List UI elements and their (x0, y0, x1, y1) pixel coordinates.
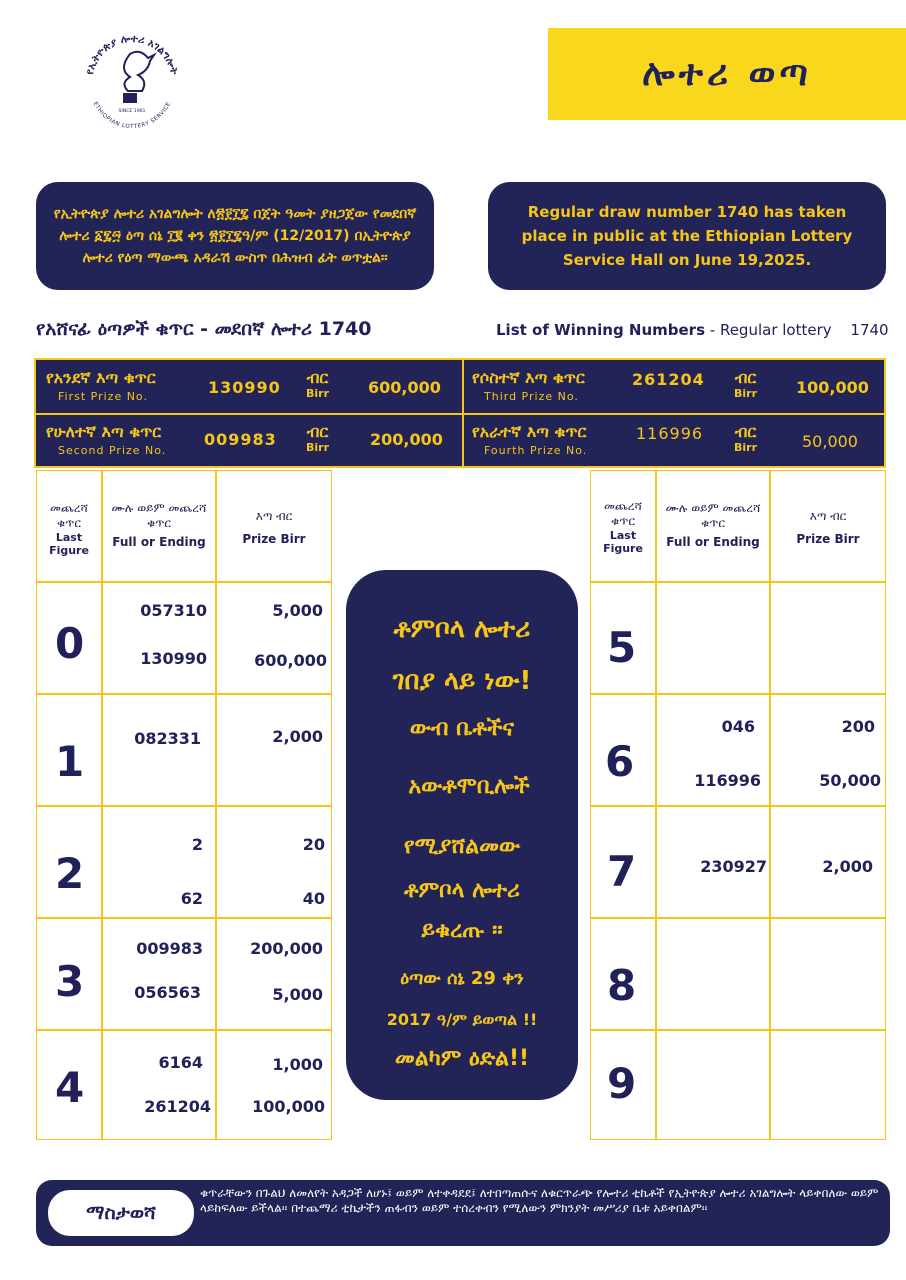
promo-line: ይቁረጡ ፡፡ (421, 918, 503, 943)
row-prizes-cell (216, 582, 332, 694)
row-prizes-cell (770, 918, 886, 1030)
winning-number: 082331 (134, 729, 201, 748)
prize-amount: 2,000 (822, 857, 873, 876)
row-prizes-cell (216, 694, 332, 806)
row-digit-cell (590, 582, 656, 694)
header-prize-am: እጣ ብር (255, 509, 293, 523)
header-full-en: Full or Ending (112, 535, 206, 549)
row-digit-cell (590, 806, 656, 918)
notice-text: ቁጥራቸውን በጉልህ ለመለየት አዳጋች ለሆኑ፤ ወይም ለተቀዳደደ፤ ለተበጣጠሱና ለቁርጥራጭ የሎተሪ ቲኬቶች የኢትዮጵያ ሎተሪ አገልግሎት ላይቀበለው ወይም ላይከፍለው ይችላል፡፡ በተጨማሪ ቲኬታችን ጠፋብን ወይም ተሰረቀብን የሚለውን ምክንያት መሥሪያ ቤቱ አይቀበልም፡፡ (200, 1186, 879, 1215)
prize-amount: 5,000 (272, 985, 323, 1004)
promo-line: ገበያ ላይ ነው! (392, 666, 532, 696)
currency-en: Birr (734, 387, 758, 400)
row-digit: 8 (607, 961, 637, 1010)
prize-amount: 5,000 (272, 601, 323, 620)
second-prize-number: 009983 (204, 430, 277, 449)
tombola-promo (346, 570, 578, 1100)
fourth-prize-number: 116996 (636, 424, 704, 443)
row-prizes-cell (216, 1030, 332, 1140)
third-prize-label-en: Third Prize No. (484, 390, 579, 403)
promo-line: ዕጣው ሰኔ 29 ቀን (400, 968, 524, 989)
first-prize-currency (306, 370, 329, 402)
header-last-en: Last Figure (49, 531, 89, 557)
header-last-am: መጨረሻ ቁጥር (604, 499, 642, 528)
header-full-or-ending (656, 470, 770, 582)
logo-english-text: ETHIOPIAN LOTTERY SERVICE (91, 101, 173, 131)
top-prizes-band (34, 358, 886, 468)
header-full-am: ሙሉ ወይም መጨረሻ ቁጥር (665, 501, 761, 530)
row-digit-cell (590, 694, 656, 806)
winning-number: 261204 (144, 1097, 211, 1116)
second-prize-label: የሁለተኛ እጣ ቁጥር (46, 422, 162, 441)
list-title-english (496, 321, 889, 339)
left-results-table (36, 470, 334, 1140)
prize-amount: 200 (841, 717, 875, 736)
first-prize-label-en: First Prize No. (58, 390, 148, 403)
header-last-figure (36, 470, 102, 582)
winning-number: 130990 (140, 649, 207, 668)
prize-amount: 600,000 (254, 651, 327, 670)
row-digit-cell (36, 694, 102, 806)
second-prize-amount: 200,000 (370, 430, 443, 449)
row-numbers-cell (102, 1030, 216, 1140)
winning-number: 230927 (700, 857, 767, 876)
row-prizes-cell (770, 806, 886, 918)
list-title-bold: List of Winning Numbers (496, 321, 705, 339)
winning-number: 046 (721, 717, 755, 736)
row-numbers-cell (656, 1030, 770, 1140)
row-numbers-cell (102, 694, 216, 806)
header-full-or-ending (102, 470, 216, 582)
promo-line: ውብ ቤቶችና (409, 716, 515, 741)
header-full-am: ሙሉ ወይም መጨረሻ ቁጥር (111, 501, 207, 530)
second-prize-label-en: Second Prize No. (58, 444, 167, 457)
row-digit-cell (36, 806, 102, 918)
logo-since: SINCE 1961 (118, 109, 146, 114)
row-prizes-cell (770, 694, 886, 806)
header-prize-en: Prize Birr (242, 532, 306, 546)
bird-emblem-icon (124, 52, 154, 102)
row-prizes-cell (216, 918, 332, 1030)
header-prize (216, 470, 332, 582)
row-numbers-cell (656, 582, 770, 694)
row-digit: 5 (607, 623, 637, 672)
row-digit-cell (590, 918, 656, 1030)
row-prizes-cell (216, 806, 332, 918)
prize-amount: 2,000 (272, 727, 323, 746)
prize-amount: 50,000 (819, 771, 881, 790)
winning-number: 009983 (136, 939, 203, 958)
row-digit-cell (590, 1030, 656, 1140)
list-title-rest: - Regular lottery (705, 321, 832, 339)
header-last-en: Last Figure (603, 529, 643, 555)
row-digit: 1 (55, 737, 85, 786)
currency-en: Birr (306, 441, 330, 454)
header-last-figure (590, 470, 656, 582)
fourth-prize-label: የአራተኛ እጣ ቁጥር (472, 422, 587, 441)
row-prizes-cell (770, 1030, 886, 1140)
first-prize-amount: 600,000 (368, 378, 441, 397)
promo-line: ቶምቦላ ሎተሪ (404, 878, 520, 903)
announcement-english (488, 182, 886, 290)
prize-amount: 100,000 (252, 1097, 325, 1116)
winning-number: 057310 (140, 601, 207, 620)
promo-line: የሚያሸልመው (403, 834, 521, 859)
promo-line: 2017 ዓ/ም ይወጣል !! (386, 1010, 538, 1029)
row-numbers-cell (102, 806, 216, 918)
header-last-am: መጨረሻ ቁጥር (50, 501, 88, 530)
fourth-prize-amount: 50,000 (802, 432, 858, 451)
header-prize-en: Prize Birr (796, 532, 860, 546)
row-numbers-cell (656, 918, 770, 1030)
svg-text:የኢትዮጵያ ሎተሪ አገልግሎት (84, 33, 181, 77)
prize-amount: 200,000 (250, 939, 323, 958)
row-numbers-cell (102, 918, 216, 1030)
row-numbers-cell (656, 806, 770, 918)
list-title-amharic: የአሸናፊ ዕጣዎች ቁጥር - መደበኛ ሎተሪ 1740 (36, 318, 372, 340)
announcement-amharic-text: የኢትዮጵያ ሎተሪ አገልግሎት ለ፳፻፲፯ በጀት ዓመት ያዘጋጀው የመደበኛ ሎተሪ ፩፯፵ ዕጣ ሰኔ ፲፪ ቀን ፳፻፲፯ዓ/ም (12/2017) በኢትዮጵያ ሎተሪ የዕጣ ማውጫ አዳራሽ ውስጥ በሕዝብ ፊት ወጥቷል፡፡ (53, 206, 417, 266)
winning-number: 056563 (134, 983, 201, 1002)
row-digit: 9 (607, 1059, 637, 1108)
row-digit: 4 (55, 1063, 85, 1112)
row-digit-cell (36, 1030, 102, 1140)
winning-number: 62 (180, 889, 203, 908)
currency-am: ብር (734, 368, 757, 387)
header-prize (770, 470, 886, 582)
row-numbers-cell (656, 694, 770, 806)
svg-text:ETHIOPIAN LOTTERY SERVICE (92, 101, 173, 130)
list-title-draw-no: 1740 (850, 321, 889, 339)
third-prize-amount: 100,000 (796, 378, 869, 397)
promo-line: አውቶሞቢሎች (408, 774, 530, 799)
row-digit-cell (36, 582, 102, 694)
header-prize-am: እጣ ብር (809, 509, 847, 523)
row-digit: 6 (605, 737, 635, 786)
logo-ring-text: የኢትዮጵያ ሎተሪ አገልግሎት (83, 32, 181, 76)
third-prize-number: 261204 (632, 370, 705, 389)
row-numbers-cell (102, 582, 216, 694)
winning-number: 116996 (694, 771, 761, 790)
prize-amount: 1,000 (272, 1055, 323, 1074)
first-prize-number: 130990 (208, 378, 281, 397)
row-digit: 0 (55, 619, 85, 668)
third-prize-label: የሶስተኛ እጣ ቁጥር (472, 368, 585, 387)
row-digit: 3 (55, 957, 85, 1006)
promo-line: መልካም ዕድል!! (394, 1046, 530, 1071)
fourth-prize-currency (734, 424, 757, 456)
second-prize-currency (306, 424, 329, 456)
right-results-table (590, 470, 888, 1140)
fourth-prize-label-en: Fourth Prize No. (484, 444, 588, 457)
header-title: ሎተሪ ወጣ (642, 53, 812, 94)
row-digit: 2 (55, 849, 85, 898)
prize-amount: 20 (302, 835, 325, 854)
currency-en: Birr (306, 387, 330, 400)
currency-am: ብር (306, 368, 329, 387)
prize-amount: 40 (302, 889, 325, 908)
notice-label: ማስታወሻ (48, 1190, 194, 1236)
third-prize-currency (734, 370, 757, 402)
winning-number: 6164 (158, 1053, 203, 1072)
announcement-amharic (36, 182, 434, 290)
currency-am: ብር (306, 422, 329, 441)
row-digit-cell (36, 918, 102, 1030)
first-prize-label: የአንደኛ እጣ ቁጥር (46, 368, 156, 387)
row-digit: 7 (607, 847, 637, 896)
announcement-english-text: Regular draw number 1740 has taken place in public at the Ethiopian Lottery Service Hall on June 19,2025. (521, 203, 853, 269)
winning-number: 2 (191, 835, 203, 854)
currency-am: ብር (734, 422, 757, 441)
ethiopian-lottery-logo (72, 20, 192, 140)
row-prizes-cell (770, 582, 886, 694)
promo-line: ቶምቦላ ሎተሪ (393, 614, 531, 644)
header-full-en: Full or Ending (666, 535, 760, 549)
currency-en: Birr (734, 441, 758, 454)
header-banner (548, 28, 906, 120)
